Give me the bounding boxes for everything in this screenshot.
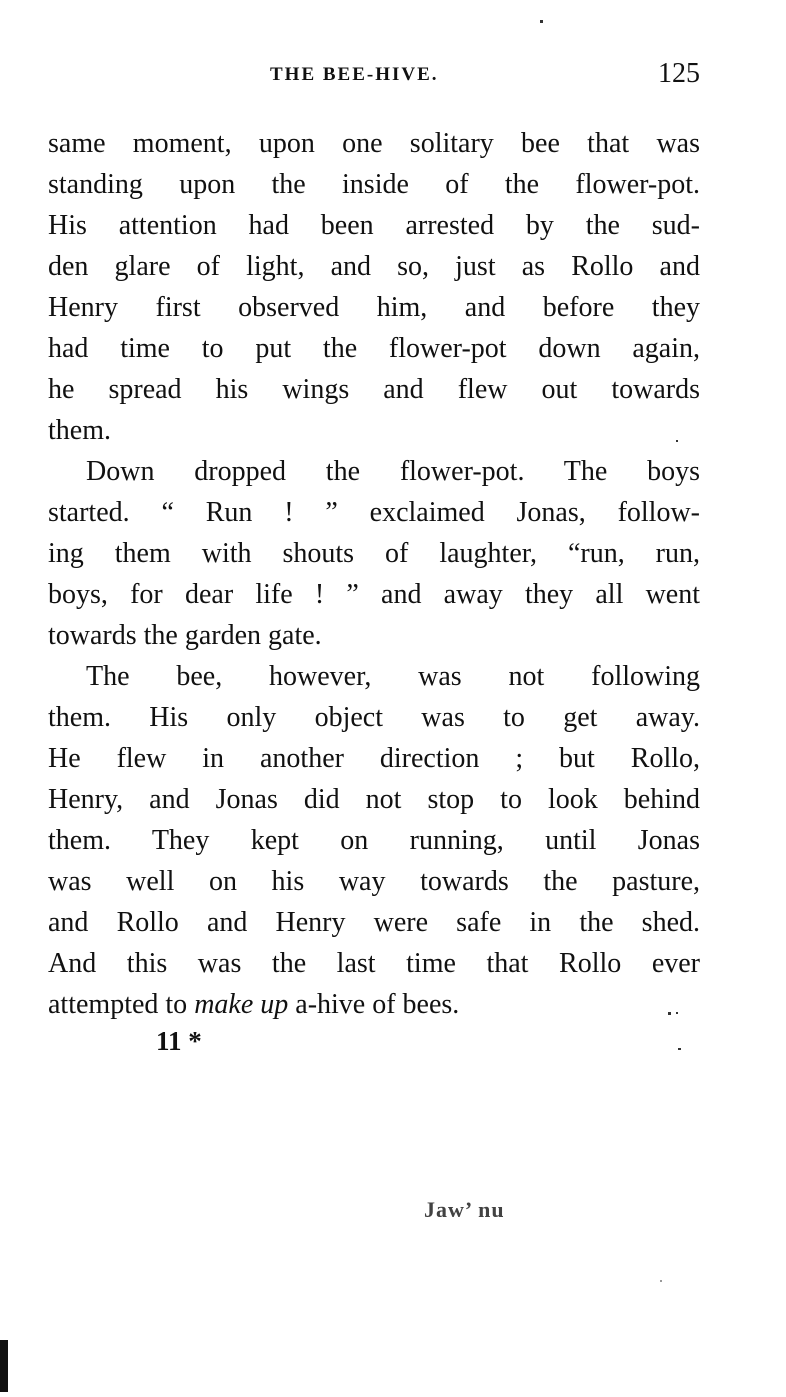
text-line: towards the garden gate.: [48, 620, 322, 651]
running-title: THE BEE-HIVE.: [270, 64, 439, 85]
scan-edge-mark: [0, 1340, 8, 1392]
paragraph: [48, 123, 700, 451]
signature-mark: 11 *: [156, 1026, 202, 1056]
text-line: The bee, however, was not following: [86, 661, 700, 692]
page-number: 125: [658, 58, 700, 89]
scan-speck: [668, 1012, 671, 1015]
scan-speck: [540, 20, 543, 23]
text-line: he spread his wings and flew out towards: [48, 374, 700, 405]
text-line: And this was the last time that Rollo ever: [48, 948, 700, 979]
text-line: them. They kept on running, until Jonas: [48, 825, 700, 856]
text-line: Down dropped the flower-pot. The boys: [86, 456, 700, 487]
text-line: started. “ Run ! ” exclaimed Jonas, follow-: [48, 497, 700, 528]
scan-speck: [676, 1012, 678, 1014]
text-line: had time to put the flower-pot down again,: [48, 333, 700, 364]
text-line: them. His only object was to get away.: [48, 702, 700, 733]
running-header: [48, 58, 700, 94]
text-line: standing upon the inside of the flower-pot.: [48, 169, 700, 200]
text-line: [48, 984, 700, 1025]
text-line: His attention had been arrested by the sud-: [48, 210, 700, 241]
text-line: them.: [48, 415, 111, 446]
scan-speck: [678, 1048, 681, 1050]
text-line: boys, for dear life ! ” and away they all went: [48, 579, 700, 610]
text-segment: attempted to: [48, 989, 195, 1020]
text-segment: a-hive of bees.: [288, 989, 460, 1020]
text-line: He flew in another direction ; but Rollo,: [48, 743, 700, 774]
text-line: Henry first observed him, and before they: [48, 292, 700, 323]
text-line: and Rollo and Henry were safe in the shed.: [48, 907, 700, 938]
scan-speck: [676, 440, 678, 442]
scan-speck: [660, 1280, 662, 1282]
text-line: den glare of light, and so, just as Rollo and: [48, 251, 700, 282]
text-line: was well on his way towards the pasture,: [48, 866, 700, 897]
text-line: ing them with shouts of laughter, “run, run,: [48, 538, 700, 569]
paragraph: [48, 656, 700, 1025]
text-line: Henry, and Jonas did not stop to look behind: [48, 784, 700, 815]
paragraph: [48, 451, 700, 656]
library-stamp: Jaw’ nu: [424, 1197, 505, 1222]
emphasis-text: make up: [194, 989, 289, 1020]
body-text: [48, 123, 700, 1025]
text-line: same moment, upon one solitary bee that was: [48, 128, 700, 159]
